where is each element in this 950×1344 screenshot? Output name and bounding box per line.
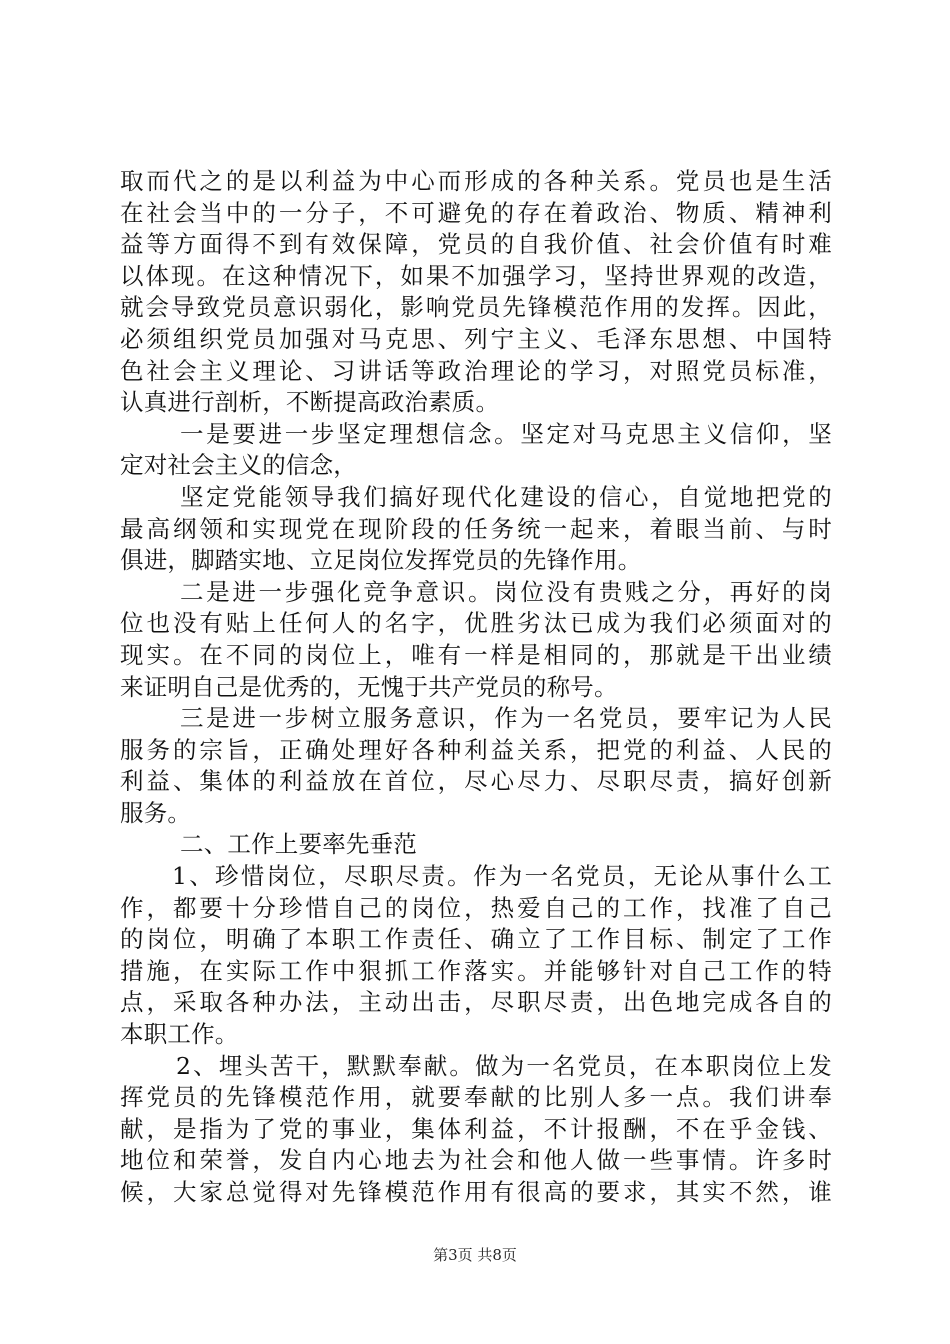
paragraph xyxy=(120,703,832,829)
section-heading xyxy=(120,829,832,861)
text-line: 就会导致党员意识弱化，影响党员先锋模范作用的发挥。因此， xyxy=(120,293,832,322)
paragraph xyxy=(120,482,832,577)
text-line: 二是进一步强化竞争意识。岗位没有贵贱之分，再好的岗 xyxy=(180,577,832,606)
text-line: 作，都要十分珍惜自己的岗位，热爱自己的工作，找准了自己 xyxy=(120,893,832,922)
text-line: 候，大家总觉得对先锋模范作用有很高的要求，其实不然，谁 xyxy=(120,1178,832,1206)
text-line: 利益、集体的利益放在首位，尽心尽力、尽职尽责，搞好创新 xyxy=(120,767,832,796)
text-line: 点，采取各种办法，主动出击，尽职尽责，出色地完成各自的 xyxy=(120,988,832,1017)
text-line: 地位和荣誉，发自内心地去为社会和他人做一些事情。许多时 xyxy=(120,1146,832,1175)
text-line: 取而代之的是以利益为中心而形成的各种关系。党员也是生活 xyxy=(120,167,832,195)
text-line: 2、埋头苦干，默默奉献。做为一名党员，在本职岗位上发 xyxy=(176,1051,832,1080)
text-line: 一是要进一步坚定理想信念。坚定对马克思主义信仰，坚 xyxy=(180,419,832,448)
text-line: 的岗位，明确了本职工作责任、确立了工作目标、制定了工作 xyxy=(120,925,832,954)
paragraph xyxy=(120,419,832,482)
paragraph xyxy=(120,861,832,1051)
text-line: 挥党员的先锋模范作用，就要奉献的比别人多一点。我们讲奉 xyxy=(120,1083,832,1112)
text-line: 定对社会主义的信念， xyxy=(120,451,357,480)
text-line: 以体现。在这种情况下，如果不加强学习，坚持世界观的改造， xyxy=(120,261,832,290)
paragraph xyxy=(120,577,832,703)
text-line: 措施，在实际工作中狠抓工作落实。并能够针对自己工作的特 xyxy=(120,956,832,985)
text-line: 坚定党能领导我们搞好现代化建设的信心，自觉地把党的 xyxy=(180,482,832,511)
text-line: 最高纲领和实现党在现阶段的任务统一起来，着眼当前、与时 xyxy=(120,514,832,543)
text-line: 必须组织党员加强对马克思、列宁主义、毛泽东思想、中国特 xyxy=(120,324,832,353)
text-line: 认真进行剖析，不断提高政治素质。 xyxy=(120,388,500,417)
text-line: 服务的宗旨，正确处理好各种利益关系，把党的利益、人民的 xyxy=(120,735,832,764)
paragraph xyxy=(120,166,832,419)
text-line: 服务。 xyxy=(120,798,192,827)
text-line: 1、珍惜岗位，尽职尽责。作为一名党员，无论从事什么工 xyxy=(172,862,832,891)
text-line: 本职工作。 xyxy=(120,1020,239,1049)
text-line: 献，是指为了党的事业，集体利益，不计报酬，不在乎金钱、 xyxy=(120,1114,832,1143)
text-line: 来证明自己是优秀的，无愧于共产党员的称号。 xyxy=(120,672,618,701)
text-line: 俱进，脚踏实地、立足岗位发挥党员的先锋作用。 xyxy=(120,546,642,575)
paragraph xyxy=(120,1051,832,1209)
text-line: 益等方面得不到有效保障，党员的自我价值、社会价值有时难 xyxy=(120,230,832,259)
text-line: 色社会主义理论、习讲话等政治理论的学习，对照党员标准， xyxy=(120,356,832,385)
text-line: 现实。在不同的岗位上，唯有一样是相同的，那就是干出业绩 xyxy=(120,640,832,669)
text-line: 在社会当中的一分子，不可避免的存在着政治、物质、精神利 xyxy=(120,198,832,227)
page-number-footer: 第3页 共8页 xyxy=(433,1246,517,1264)
document-body xyxy=(120,166,832,1209)
text-line: 三是进一步树立服务意识，作为一名党员，要牢记为人民 xyxy=(180,704,832,733)
text-line: 位也没有贴上任何人的名字，优胜劣汰已成为我们必须面对的 xyxy=(120,609,832,638)
text-line: 二、工作上要率先垂范 xyxy=(180,830,417,859)
